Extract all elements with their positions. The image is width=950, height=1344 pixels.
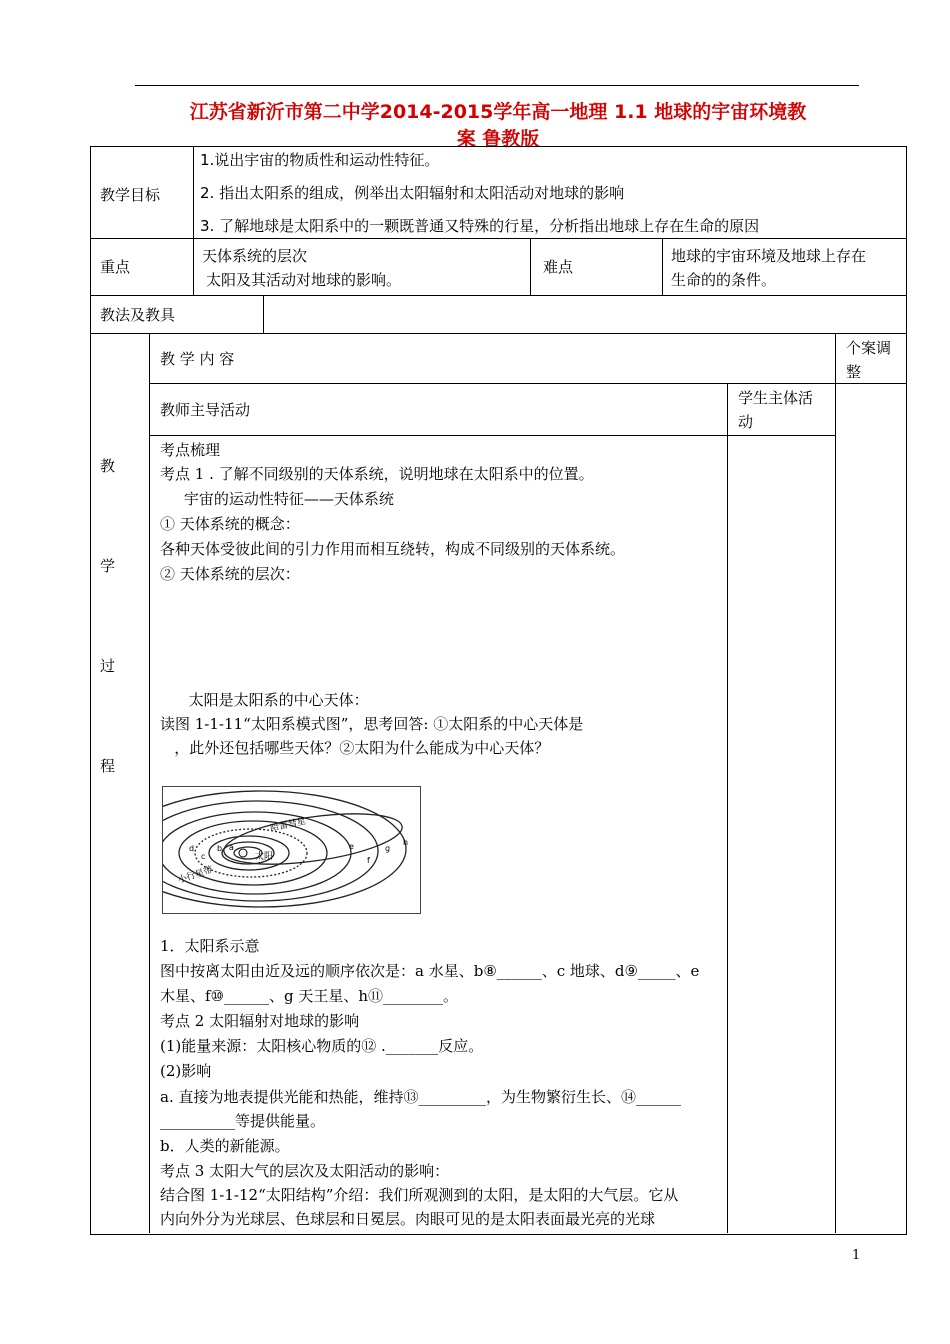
col-divider bbox=[149, 333, 150, 1233]
orbit-letter-c: c bbox=[201, 852, 206, 861]
body-line: 1．太阳系示意 bbox=[160, 937, 260, 955]
body-line: __________等提供能量。 bbox=[160, 1112, 326, 1130]
body-line: ① 天体系统的概念： bbox=[160, 515, 300, 533]
process-char-2: 学 bbox=[100, 557, 116, 575]
body-line: ，此外还包括哪些天体？②太阳为什么能成为中心天体？ bbox=[160, 739, 550, 757]
difficulty-line2: 生命的的条件。 bbox=[671, 271, 777, 289]
orbit-letter-f: f bbox=[367, 856, 370, 865]
focus-line2: 太阳及其活动对地球的影响。 bbox=[206, 271, 402, 289]
col-divider bbox=[530, 238, 531, 295]
process-char-3: 过 bbox=[100, 657, 116, 675]
difficulty-label: 难点 bbox=[543, 258, 574, 276]
process-char-4: 程 bbox=[100, 757, 116, 775]
process-char-1: 教 bbox=[100, 457, 116, 475]
focus-label: 重点 bbox=[100, 258, 131, 276]
adjust-header-line2: 整 bbox=[846, 363, 862, 381]
page-number: 1 bbox=[852, 1248, 861, 1263]
methods-label: 教法及教具 bbox=[100, 306, 176, 324]
body-line: 读图 1-1-11“太阳系模式图”，思考回答: ①太阳系的中心天体是 bbox=[160, 715, 584, 733]
teacher-header: 教师主导活动 bbox=[160, 401, 251, 419]
body-line: 结合图 1-1-12“太阳结构”介绍：我们所观测到的太阳，是太阳的大气层。它从 bbox=[160, 1186, 679, 1204]
body-line: (1)能量来源：太阳核心物质的⑫ ._______反应。 bbox=[160, 1037, 484, 1055]
header-rule bbox=[135, 85, 859, 86]
solar-system-diagram bbox=[162, 786, 421, 914]
body-line: 考点梳理 bbox=[160, 441, 221, 459]
goal-item-2: 2. 指出太阳系的组成，例举出太阳辐射和太阳活动对地球的影响 bbox=[200, 184, 625, 202]
body-line: 考点 1 . 了解不同级别的天体系统，说明地球在太阳系中的位置。 bbox=[160, 465, 594, 483]
orbit-letter-g: g bbox=[385, 844, 391, 853]
orbit-letter-h: h bbox=[403, 838, 409, 847]
focus-line1: 天体系统的层次 bbox=[202, 247, 308, 265]
document-title-line2: 案 鲁教版 bbox=[456, 128, 540, 150]
comet-label: 哈雷彗星 bbox=[269, 816, 307, 834]
body-line: ② 天体系统的层次： bbox=[160, 565, 300, 583]
col-divider bbox=[727, 383, 728, 1233]
goal-item-3: 3. 了解地球是太阳系中的一颗既普通又特殊的行星，分析指出地球上存在生命的原因 bbox=[200, 217, 760, 235]
row-divider bbox=[90, 333, 906, 334]
content-header: 教 学 内 容 bbox=[160, 350, 235, 368]
row-divider bbox=[149, 435, 835, 436]
body-line: 考点 2 太阳辐射对地球的影响 bbox=[160, 1012, 360, 1030]
adjust-header-line1: 个案调 bbox=[846, 339, 892, 357]
body-line: 内向外分为光球层、色球层和日冕层。肉眼可见的是太阳表面最光亮的光球 bbox=[160, 1210, 656, 1228]
col-divider bbox=[193, 146, 194, 295]
body-line: 各种天体受彼此间的引力作用而相互绕转，构成不同级别的天体系统。 bbox=[160, 540, 626, 558]
orbit-letter-a: a bbox=[229, 843, 234, 852]
orbit-letter-e: e bbox=[349, 842, 354, 851]
goal-item-1: 1.说出宇宙的物质性和运动性特征。 bbox=[200, 151, 440, 169]
body-line: 图中按离太阳由近及远的顺序依次是：a 水星、b⑧______、c 地球、d⑨_____、e bbox=[160, 962, 700, 980]
body-line: (2)影响 bbox=[160, 1062, 212, 1080]
student-header-line1: 学生主体活 bbox=[738, 389, 814, 407]
asteroid-belt-label: 小行星带 bbox=[176, 865, 215, 886]
body-line: 宇宙的运动性特征——天体系统 bbox=[160, 490, 394, 508]
col-divider bbox=[662, 238, 663, 295]
body-line: 木星、f⑩______、g 天王星、h⑪________。 bbox=[160, 987, 459, 1005]
col-divider bbox=[835, 333, 836, 1233]
body-line: 太阳是太阳系的中心天体： bbox=[160, 691, 369, 709]
col-divider bbox=[263, 295, 264, 333]
document-title-line1: 江苏省新沂市第二中学2014-2015学年高一地理 1.1 地球的宇宙环境教 bbox=[189, 101, 807, 123]
goals-label: 教学目标 bbox=[100, 186, 161, 204]
orbit-letter-b: b bbox=[217, 844, 223, 853]
difficulty-line1: 地球的宇宙环境及地球上存在 bbox=[671, 247, 867, 265]
body-line: 考点 3 太阳大气的层次及太阳活动的影响： bbox=[160, 1162, 450, 1180]
body-line: a. 直接为地表提供光能和热能，维持⑬_________，为生物繁衍生长、⑭______ bbox=[160, 1088, 681, 1106]
orbit-letter-d: d bbox=[189, 844, 195, 853]
body-line: b．人类的新能源。 bbox=[160, 1137, 290, 1155]
sun-label: 太阳 bbox=[255, 852, 274, 862]
row-divider bbox=[149, 383, 906, 384]
row-divider bbox=[90, 238, 906, 239]
student-header-line2: 动 bbox=[738, 413, 754, 431]
row-divider bbox=[90, 295, 906, 296]
